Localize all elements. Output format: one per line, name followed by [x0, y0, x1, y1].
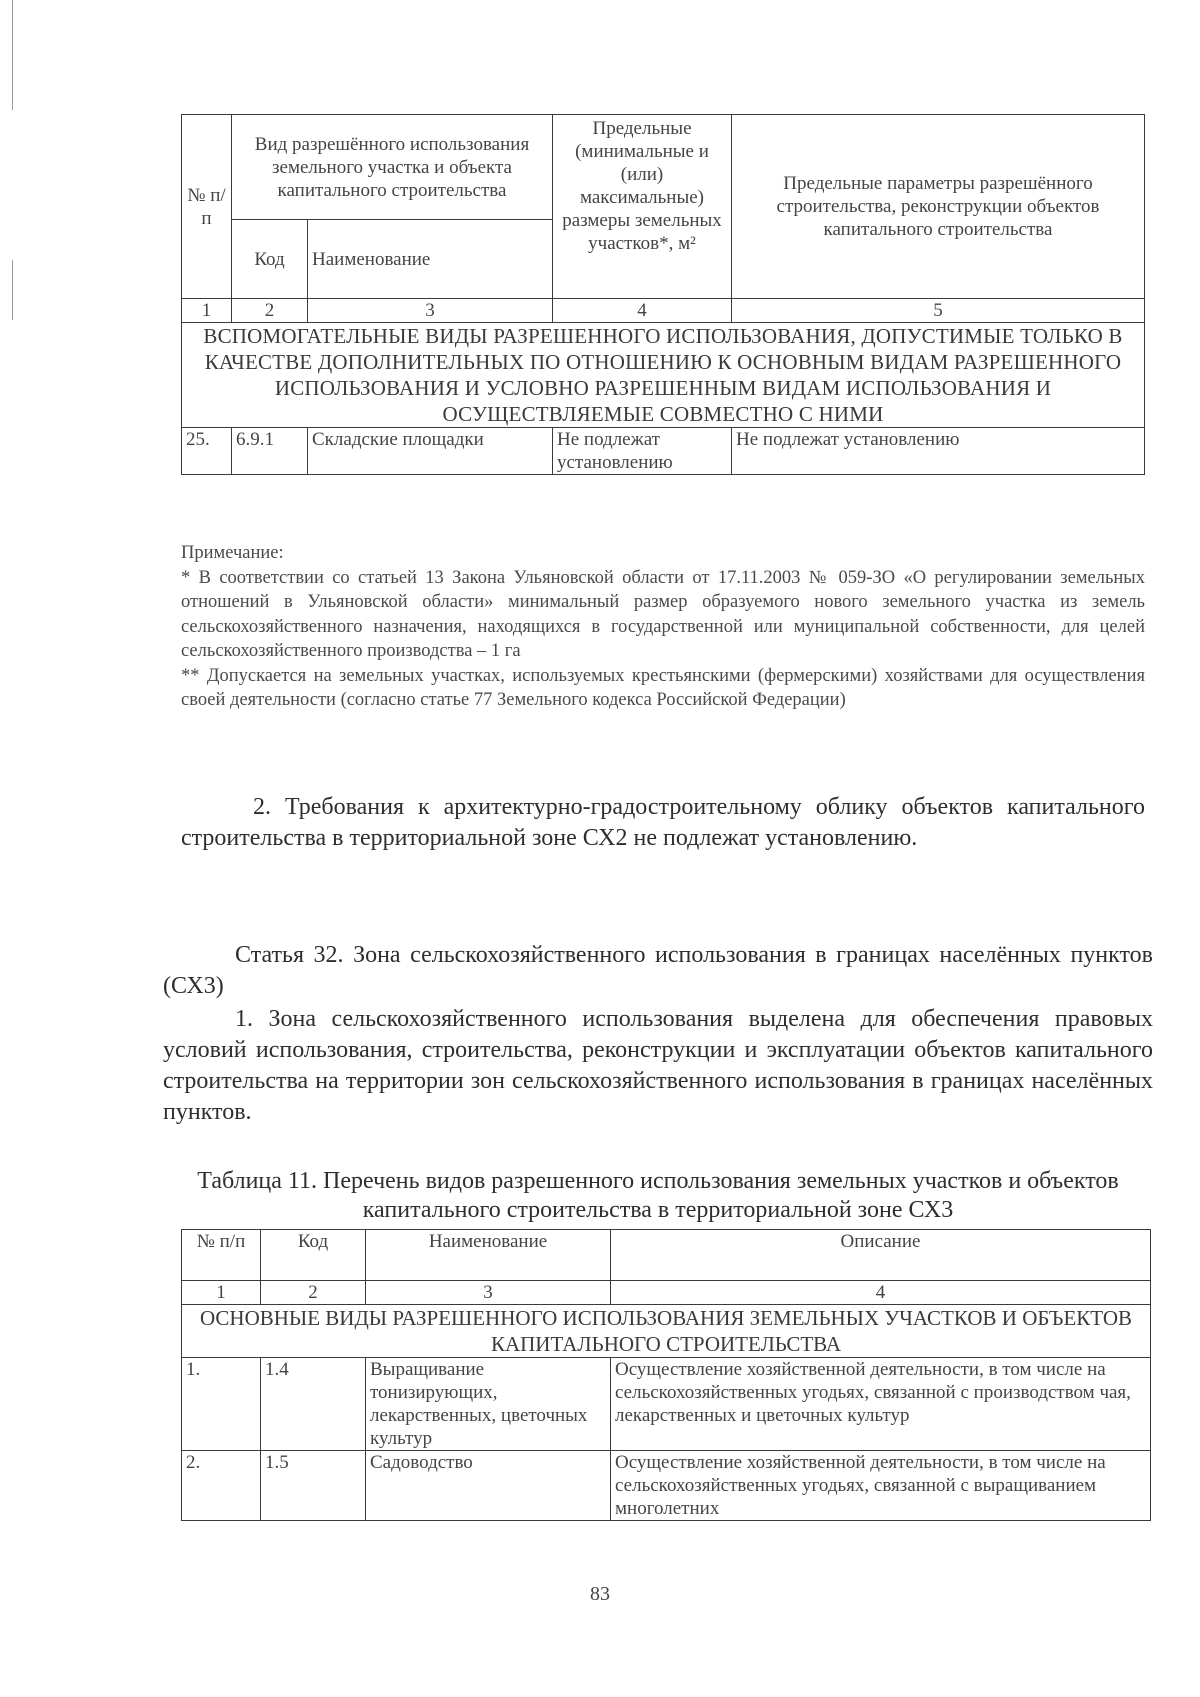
table-row: [182, 1358, 1151, 1451]
article-paragraph: 1. Зона сельскохозяйственного использования выделена для обеспечения правовых условий использования, строительства, реконструкции и эксплуатации объектов капитального строительства на территории зон сельскохозяйственного использования в границах населённых пунктов.: [163, 1006, 1153, 1125]
permitted-use-table-sx2: [181, 114, 1145, 475]
col-number: 3: [366, 1281, 611, 1305]
header-desc: Описание: [611, 1230, 1151, 1281]
permitted-use-table-sx3: [181, 1229, 1151, 1521]
header-code: Код: [261, 1230, 366, 1281]
col-number: 1: [182, 299, 232, 323]
col-number: 1: [182, 1281, 261, 1305]
requirements-paragraph: 2. Требования к архитектурно-градостроительному облику объектов капитального строительства в территориальной зоне СХ2 не подлежат установлению.: [181, 794, 1145, 851]
col-number: 4: [553, 299, 732, 323]
header-name: Наименование: [308, 220, 553, 299]
header-params: Предельные параметры разрешённого строительства, реконструкции объектов капитального строительства: [732, 115, 1145, 299]
col-number: 3: [308, 299, 553, 323]
row-num: 2.: [182, 1451, 261, 1521]
row-desc: Осуществление хозяйственной деятельности, в том числе на сельскохозяйственных угодьях, связанной с производством чая, лекарственных и цветочных культур: [611, 1358, 1151, 1451]
notes-heading: Примечание:: [181, 543, 284, 563]
col-number: 5: [732, 299, 1145, 323]
header-plot-size: Предельные (минимальные и (или) максимальные) размеры земельных участков*, м²: [553, 115, 732, 299]
row-num: 25.: [182, 428, 232, 475]
notes-block: [181, 541, 1145, 713]
scan-edge-line: [12, 260, 13, 320]
header-name: Наименование: [366, 1230, 611, 1281]
row-size: Не подлежат установлению: [553, 428, 732, 475]
scan-edge-line: [12, 0, 13, 110]
table-caption: Таблица 11. Перечень видов разрешенного использования земельных участков и объектов капитального строительства в территориальной зоне СХ3: [197, 1168, 1119, 1223]
row-code: 1.5: [261, 1451, 366, 1521]
row-num: 1.: [182, 1358, 261, 1451]
category-row: ВСПОМОГАТЕЛЬНЫЕ ВИДЫ РАЗРЕШЕННОГО ИСПОЛЬЗОВАНИЯ, ДОПУСТИМЫЕ ТОЛЬКО В КАЧЕСТВЕ ДОПОЛНИТЕЛЬНЫХ ПО ОТНОШЕНИЮ К ОСНОВНЫМ ВИДАМ РАЗРЕШЕННОГО ИСПОЛЬЗОВАНИЯ И УСЛОВНО РАЗРЕШЕННЫМ ВИДАМ ИСПОЛЬЗОВАНИЯ И ОСУЩЕСТВЛЯЕМЫЕ СОВМЕСТНО С НИМИ: [182, 323, 1145, 428]
table-row: [182, 428, 1145, 475]
note-2: ** Допускается на земельных участках, используемых крестьянскими (фермерскими) хозяйствами для осуществления своей деятельности (согласно статье 77 Земельного кодекса Российской Федерации): [181, 665, 1145, 710]
header-num: № п/п: [182, 115, 232, 299]
header-use-type: Вид разрешённого использования земельного участка и объекта капитального строительства: [232, 115, 553, 220]
row-name: Складские площадки: [308, 428, 553, 475]
article-title: Статья 32. Зона сельскохозяйственного использования в границах населённых пунктов (СХ3): [163, 942, 1153, 999]
row-code: 6.9.1: [232, 428, 308, 475]
header-num: № п/п: [182, 1230, 261, 1281]
col-number: 4: [611, 1281, 1151, 1305]
page-number: 83: [590, 1583, 610, 1605]
table-row: [182, 1451, 1151, 1521]
row-code: 1.4: [261, 1358, 366, 1451]
row-params: Не подлежат установлению: [732, 428, 1145, 475]
header-code: Код: [232, 220, 308, 299]
col-number: 2: [232, 299, 308, 323]
note-1: * В соответствии со статьей 13 Закона Ульяновской области от 17.11.2003 № 059-ЗО «О регулировании земельных отношений в Ульяновской области» минимальный размер образуемого нового земельного участка из земель сельскохозяйственного назначения, находящихся в государственной или муниципальной собственности, для целей сельскохозяйственного производства – 1 га: [181, 567, 1145, 661]
row-name: Садоводство: [366, 1451, 611, 1521]
row-name: Выращивание тонизирующих, лекарственных, цветочных культур: [366, 1358, 611, 1451]
category-row: ОСНОВНЫЕ ВИДЫ РАЗРЕШЕННОГО ИСПОЛЬЗОВАНИЯ ЗЕМЕЛЬНЫХ УЧАСТКОВ И ОБЪЕКТОВ КАПИТАЛЬНОГО СТРОИТЕЛЬСТВА: [182, 1305, 1151, 1358]
row-desc: Осуществление хозяйственной деятельности, в том числе на сельскохозяйственных угодьях, связанной с выращиванием многолетних: [611, 1451, 1151, 1521]
col-number: 2: [261, 1281, 366, 1305]
